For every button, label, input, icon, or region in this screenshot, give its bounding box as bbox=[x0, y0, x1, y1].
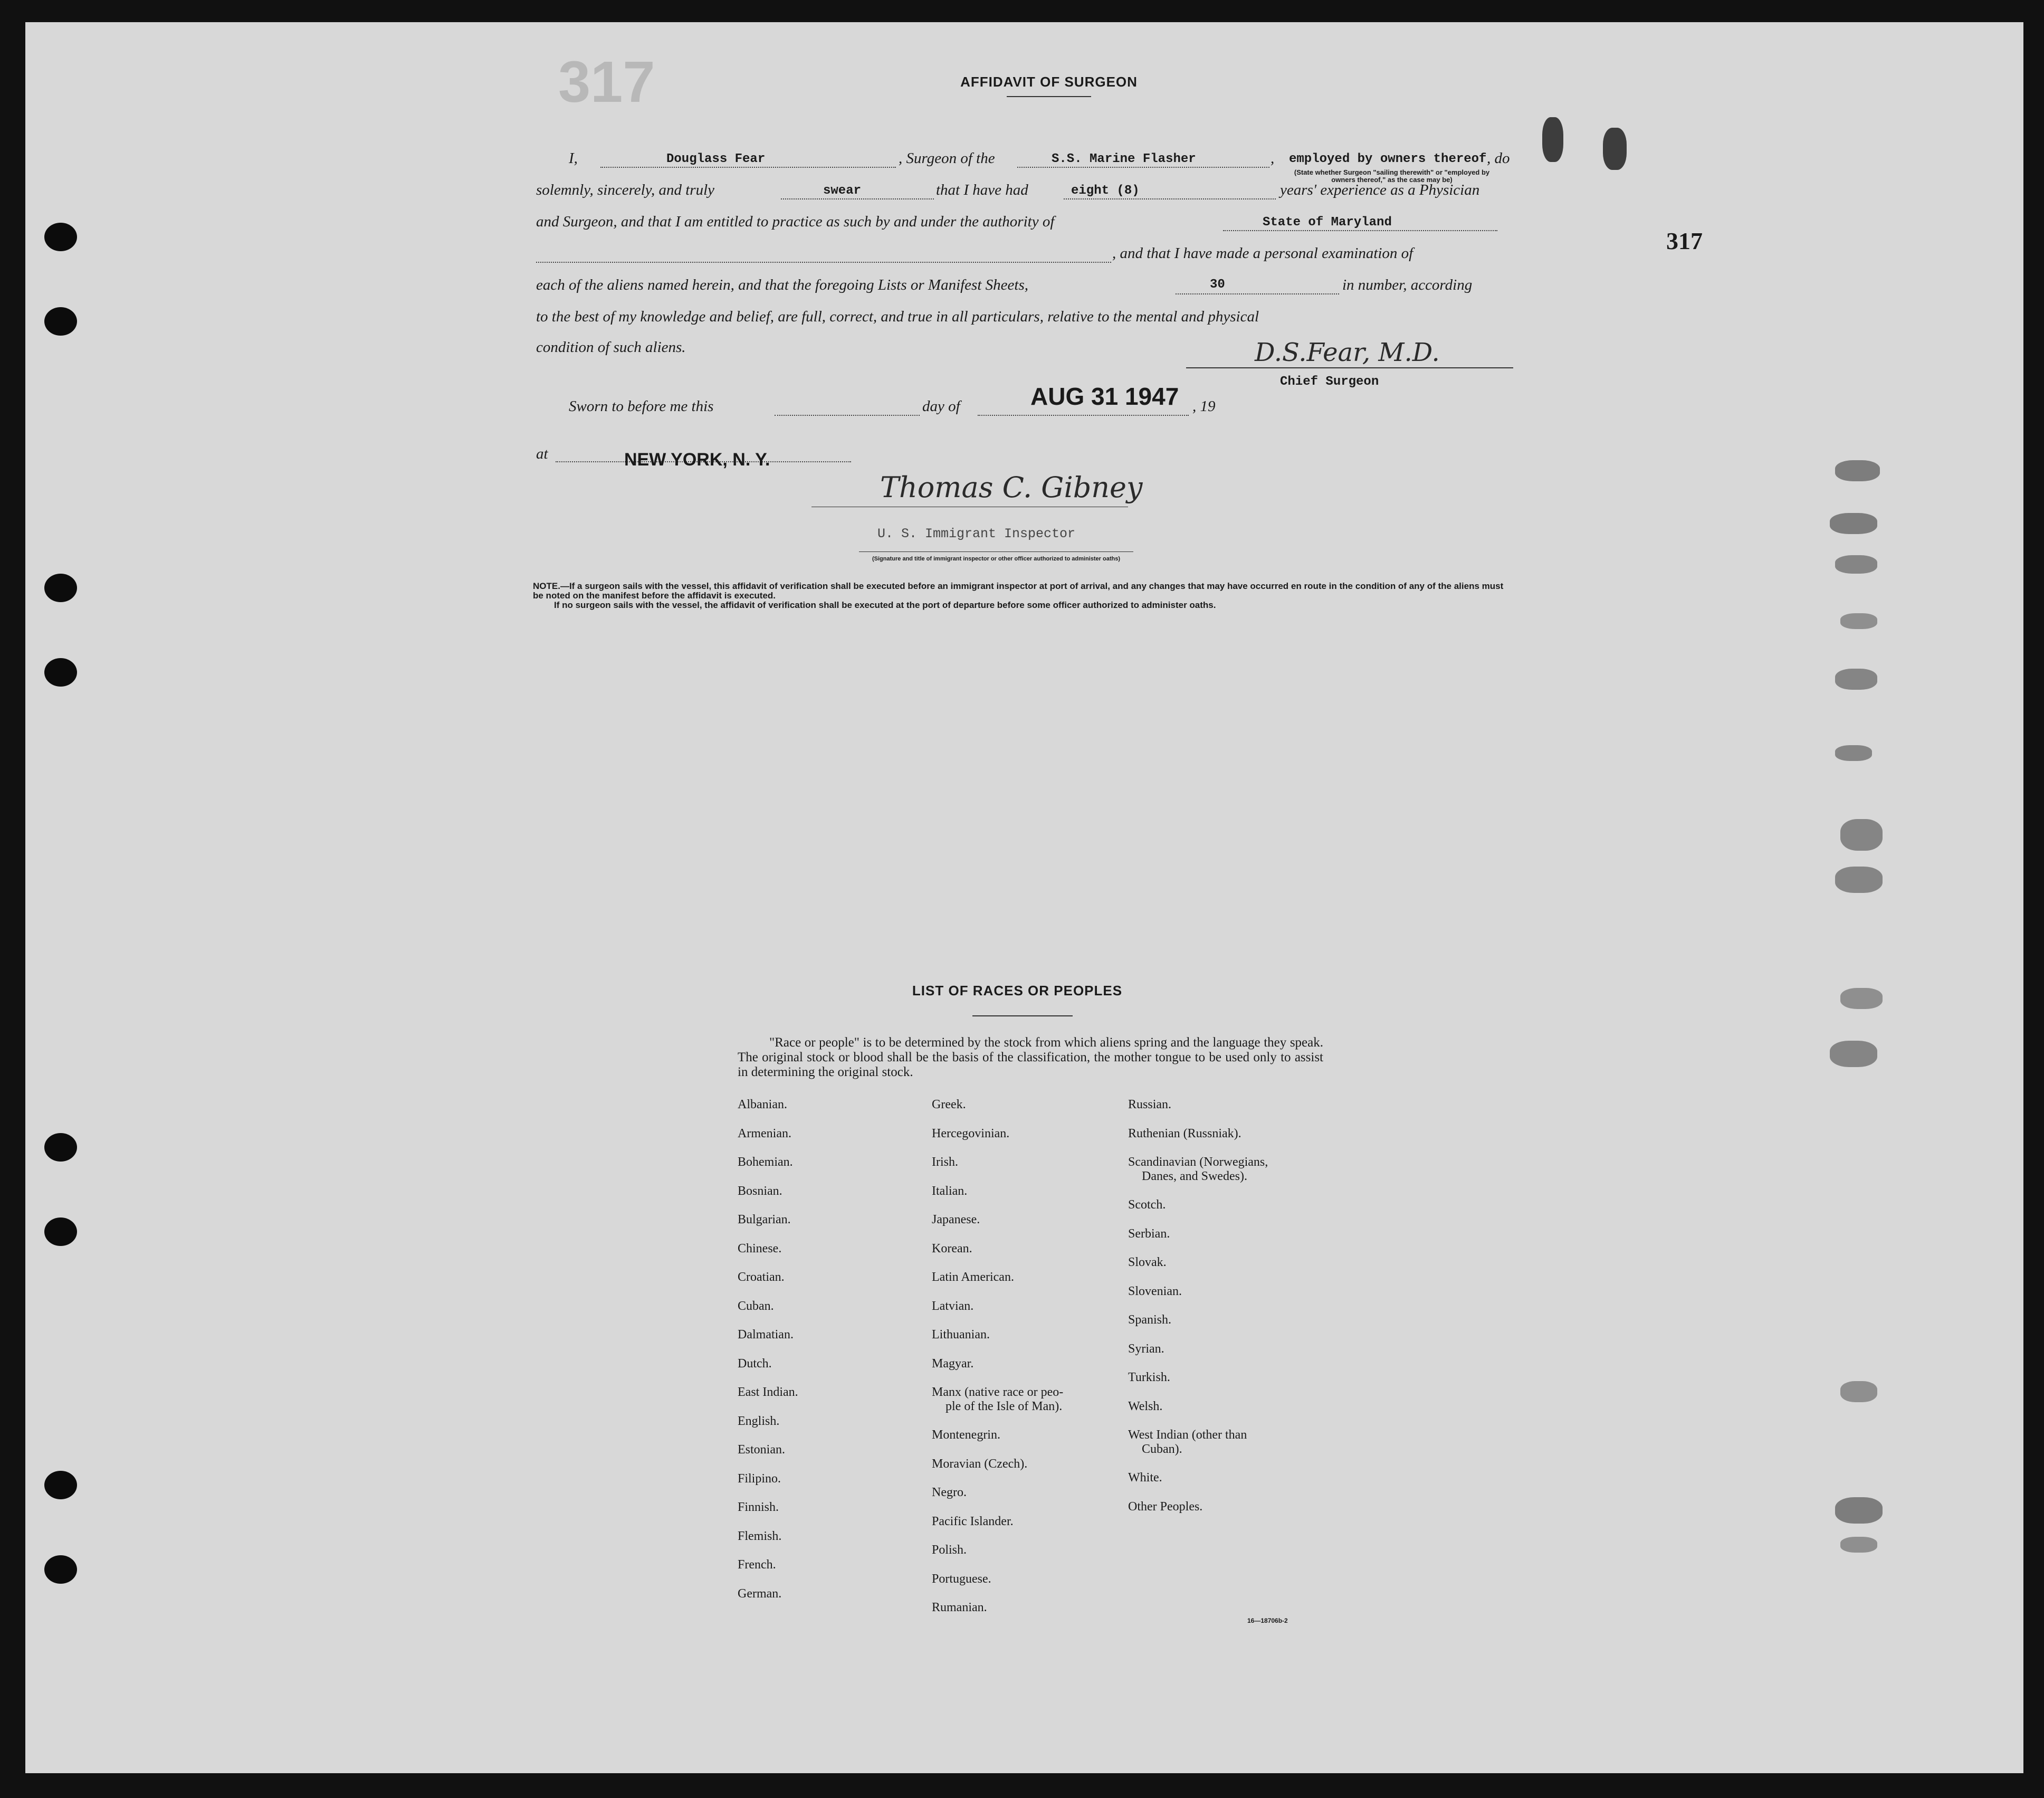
race-entry: Syrian. bbox=[1128, 1342, 1164, 1356]
edge-mark bbox=[1835, 555, 1877, 574]
race-entry: Scandinavian (Norwegians, bbox=[1128, 1155, 1268, 1169]
race-entry: Polish. bbox=[932, 1543, 967, 1557]
edge-mark bbox=[1840, 613, 1877, 629]
race-entry: Russian. bbox=[1128, 1098, 1172, 1111]
affidavit-line-4: , and that I have made a personal examination of bbox=[1112, 245, 1413, 262]
race-entry: Flemish. bbox=[738, 1529, 782, 1543]
affidavit-line-7: condition of such aliens. bbox=[536, 339, 686, 356]
licensing-authority: State of Maryland bbox=[1263, 215, 1392, 230]
sworn-day-of: day of bbox=[922, 398, 960, 415]
sheet-count: 30 bbox=[1210, 278, 1225, 292]
title-rule bbox=[972, 1015, 1073, 1016]
punch-hole bbox=[44, 1471, 77, 1499]
dotted-rule bbox=[978, 415, 1189, 416]
race-entry: Bulgarian. bbox=[738, 1213, 791, 1226]
dotted-rule bbox=[775, 415, 920, 416]
race-entry: White. bbox=[1128, 1471, 1162, 1485]
punch-hole bbox=[44, 1217, 77, 1246]
race-entry: Negro. bbox=[932, 1486, 967, 1499]
race-entry: Other Peoples. bbox=[1128, 1499, 1203, 1514]
punch-hole bbox=[44, 1555, 77, 1584]
inspector-caption: (Signature and title of immigrant inspector or other officer authorized to administer oaths) bbox=[872, 556, 1120, 562]
edge-mark bbox=[1835, 745, 1872, 761]
affidavit-note bbox=[533, 582, 1504, 610]
inspector-signature: Thomas C. Gibney bbox=[880, 471, 1143, 504]
punch-hole bbox=[44, 307, 77, 336]
race-entry: French. bbox=[738, 1558, 776, 1572]
race-entry: English. bbox=[738, 1414, 780, 1428]
dotted-rule bbox=[536, 262, 1111, 263]
race-entry: Lithuanian. bbox=[932, 1328, 990, 1342]
race-entry: Cuban. bbox=[738, 1299, 774, 1313]
dotted-rule bbox=[1017, 167, 1269, 168]
race-entry: Hercegovinian. bbox=[932, 1126, 1010, 1140]
edge-mark bbox=[1830, 1041, 1877, 1067]
race-entry: Bohemian. bbox=[738, 1155, 793, 1169]
inspector-title: U. S. Immigrant Inspector bbox=[877, 526, 1076, 541]
races-intro: "Race or people" is to be determined by the stock from which aliens spring and the language they speak. The original stock or blood shall be the basis of the classification, the mother tongue to be used only to assist in determining the original stock. bbox=[738, 1035, 1323, 1079]
race-entry: East Indian. bbox=[738, 1385, 798, 1399]
oath-word: swear bbox=[823, 184, 862, 198]
races-column-3 bbox=[1128, 1098, 1329, 1631]
race-entry: Latin American. bbox=[932, 1270, 1014, 1284]
edge-mark bbox=[1835, 1497, 1883, 1524]
manifest-sheet bbox=[25, 22, 2023, 1773]
race-entry: Danes, and Swedes). bbox=[1142, 1169, 1247, 1183]
race-entry: Dutch. bbox=[738, 1356, 772, 1371]
race-entry: Turkish. bbox=[1128, 1371, 1170, 1384]
race-entry: Serbian. bbox=[1128, 1226, 1170, 1241]
affidavit-line-5-start: each of the aliens named herein, and that the foregoing Lists or Manifest Sheets, bbox=[536, 277, 1028, 293]
note-paragraph-2: If no surgeon sails with the vessel, the affidavit of verification shall be executed at the port of departure before some officer authorized to administer oaths. bbox=[554, 600, 1216, 610]
race-entry: Slovenian. bbox=[1128, 1284, 1182, 1298]
race-entry: Latvian. bbox=[932, 1299, 974, 1313]
race-entry: Pacific Islander. bbox=[932, 1514, 1014, 1528]
affidavit-line-6: to the best of my knowledge and belief, are full, correct, and true in all particulars, relative to the mental and physical bbox=[536, 308, 1259, 325]
affidavit-line-3-start: and Surgeon, and that I am entitled to practice as such by and under the authority of bbox=[536, 213, 1055, 230]
ink-smudge bbox=[1542, 117, 1563, 162]
employment-note: (State whether Surgeon "sailing therewith" or "employed by owners thereof," as the case may be) bbox=[1294, 168, 1490, 184]
affidavit-line-1-mid: , Surgeon of the bbox=[899, 150, 995, 167]
race-entry: Japanese. bbox=[932, 1213, 980, 1226]
edge-mark bbox=[1835, 460, 1880, 481]
race-entry: Albanian. bbox=[738, 1098, 787, 1111]
races-column-1 bbox=[738, 1098, 917, 1631]
edge-mark bbox=[1840, 1537, 1877, 1553]
race-entry: Filipino. bbox=[738, 1471, 781, 1486]
edge-mark bbox=[1835, 867, 1883, 893]
note-paragraph-1: NOTE.—If a surgeon sails with the vessel, this affidavit of verification shall be executed before an immigrant inspector at port of arrival, and any changes that may have occurred en route in the condition of any of the aliens must be noted on the manifest before the affidavit is executed. bbox=[533, 581, 1504, 601]
race-entry: Portuguese. bbox=[932, 1572, 991, 1586]
races-column-2 bbox=[932, 1098, 1122, 1631]
race-entry: Croatian. bbox=[738, 1270, 785, 1284]
vessel-name: S.S. Marine Flasher bbox=[1052, 152, 1196, 166]
sworn-year-prefix: , 19 bbox=[1192, 398, 1216, 415]
race-entry: ple of the Isle of Man). bbox=[945, 1399, 1063, 1413]
sworn-text: Sworn to before me this bbox=[569, 398, 714, 415]
affidavit-line-2-end: years' experience as a Physician bbox=[1280, 182, 1480, 198]
edge-mark bbox=[1840, 819, 1883, 851]
affidavit-title: AFFIDAVIT OF SURGEON bbox=[960, 74, 1138, 90]
race-entry: Magyar. bbox=[932, 1356, 974, 1371]
race-entry: Moravian (Czech). bbox=[932, 1457, 1028, 1471]
race-entry: Irish. bbox=[932, 1155, 958, 1169]
race-entry: Spanish. bbox=[1128, 1313, 1172, 1327]
dotted-rule bbox=[781, 198, 934, 199]
dotted-rule bbox=[1064, 198, 1276, 199]
race-entry: Finnish. bbox=[738, 1500, 779, 1514]
race-entry: West Indian (other than bbox=[1128, 1428, 1247, 1442]
punch-hole bbox=[44, 223, 77, 251]
punch-hole bbox=[44, 574, 77, 602]
surgeon-name: Douglass Fear bbox=[666, 152, 766, 166]
race-entry: Montenegrin. bbox=[932, 1428, 1000, 1442]
date-stamp: AUG 31 1947 bbox=[1030, 383, 1179, 410]
caption-rule bbox=[859, 551, 1133, 552]
edge-mark bbox=[1830, 513, 1877, 534]
surgeon-title: Chief Surgeon bbox=[1280, 375, 1379, 389]
dotted-rule bbox=[1223, 230, 1497, 231]
race-entry: Scotch. bbox=[1128, 1198, 1166, 1212]
surgeon-signature: D.S.Fear, M.D. bbox=[1255, 338, 1440, 367]
race-entry: Greek. bbox=[932, 1098, 966, 1111]
edge-mark bbox=[1840, 988, 1883, 1009]
signature-rule bbox=[1186, 367, 1513, 368]
race-entry: Cuban). bbox=[1142, 1442, 1182, 1456]
at-label: at bbox=[536, 445, 548, 462]
bleed-through-text: 317 bbox=[558, 50, 655, 115]
race-entry: Rumanian. bbox=[932, 1601, 987, 1614]
affidavit-line-1-start: I, bbox=[569, 150, 578, 167]
race-entry: Armenian. bbox=[738, 1126, 791, 1140]
race-entry: Estonian. bbox=[738, 1443, 785, 1457]
edge-mark bbox=[1840, 1381, 1877, 1402]
margin-number: 317 bbox=[1666, 227, 1703, 254]
race-entry: Slovak. bbox=[1128, 1255, 1167, 1269]
employment-status: employed by owners thereof bbox=[1289, 152, 1487, 166]
affidavit-line-5-end: in number, according bbox=[1342, 277, 1473, 293]
race-entry: Dalmatian. bbox=[738, 1328, 794, 1342]
race-entry: Manx (native race or peo- bbox=[932, 1385, 1064, 1399]
punch-hole bbox=[44, 1133, 77, 1162]
race-entry: Bosnian. bbox=[738, 1184, 782, 1198]
affidavit-line-2-start: solemnly, sincerely, and truly bbox=[536, 182, 715, 198]
race-entry: Chinese. bbox=[738, 1241, 782, 1255]
affidavit-line-2-mid: that I have had bbox=[936, 182, 1028, 198]
title-rule bbox=[1007, 96, 1091, 97]
race-entry: Welsh. bbox=[1128, 1399, 1163, 1413]
races-title: LIST OF RACES OR PEOPLES bbox=[912, 983, 1123, 998]
race-entry: German. bbox=[738, 1586, 782, 1601]
dotted-rule bbox=[1176, 293, 1339, 294]
years-experience: eight (8) bbox=[1071, 184, 1140, 198]
race-entry: Korean. bbox=[932, 1241, 972, 1255]
edge-mark bbox=[1835, 669, 1877, 690]
affidavit-line-1-comma: , bbox=[1271, 150, 1275, 167]
place-stamp: NEW YORK, N. Y. bbox=[624, 450, 770, 470]
race-entry: Ruthenian (Russniak). bbox=[1128, 1126, 1241, 1140]
form-number: 16—18706b-2 bbox=[1247, 1617, 1288, 1624]
punch-hole bbox=[44, 658, 77, 687]
affidavit-line-1-end: , do bbox=[1487, 150, 1510, 167]
ink-smudge bbox=[1603, 128, 1627, 170]
race-entry: Italian. bbox=[932, 1184, 968, 1198]
dotted-rule bbox=[600, 167, 896, 168]
